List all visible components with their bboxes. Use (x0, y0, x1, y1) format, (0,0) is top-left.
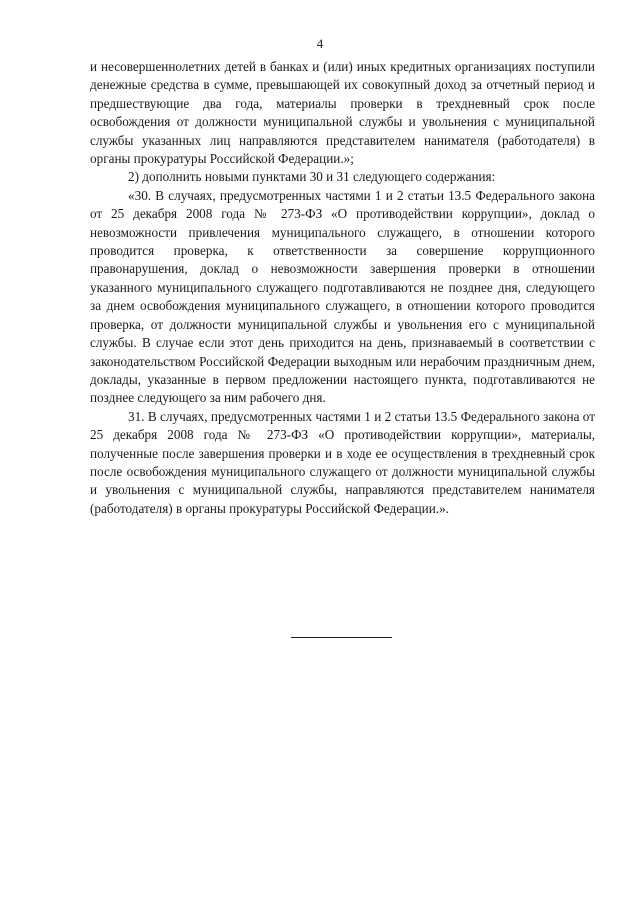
document-body (90, 58, 595, 518)
paragraph-clause-30: «30. В случаях, предусмотренных частями 1 и 2 статьи 13.5 Федерального закона от 25 декабря 2008 года № 273-ФЗ «О противодействии коррупции», доклад о невозможности привлечения муниципального служащего, в отношении которого проводится проверка, к ответственности за совершение коррупционного правонарушения, доклад о невозможности завершения проверки в отношении указанного муниципального служащего подготавливаются не позднее дня, следующего за днем освобождения муниципального служащего, в отношении которого проводится проверка, от должности муниципальной службы и увольнения его с муниципальной службы. В случае если этот день приходится на день, признаваемый в соответствии с законодательством Российской Федерации выходным или нерабочим праздничным днем, доклады, указанные в первом предложении настоящего пункта, подготавливаются не позднее следующего за ним рабочего дня. (90, 187, 595, 406)
paragraph-amendment-item-2: 2) дополнить новыми пунктами 30 и 31 следующего содержания: (128, 169, 496, 185)
paragraph-clause-31: 31. В случаях, предусмотренных частями 1 и 2 статьи 13.5 Федерального закона от 25 декабря 2008 года № 273-ФЗ «О противодействии коррупции», материалы, полученные после завершения проверки и в ходе ее осуществления в трехдневный срок после освобождения муниципального служащего от должности муниципальной службы и увольнения с муниципальной службы, направляются представителем нанимателя (работодателя) в органы прокуратуры Российской Федерации.». (90, 408, 595, 516)
paragraph-continuation: и несовершеннолетних детей в банках и (или) иных кредитных организациях поступили денежные средства в сумме, превышающей их совокупный доход за отчетный период и предшествующие два года, материалы проверки в трехдневный срок после освобождения от должности муниципальной службы и увольнения с муниципальной службы указанных лиц направляются представителем нанимателя (работодателя) в органы прокуратуры Российской Федерации.»; (90, 59, 595, 167)
page-number: 4 (316, 36, 324, 51)
end-divider-line (291, 637, 392, 638)
